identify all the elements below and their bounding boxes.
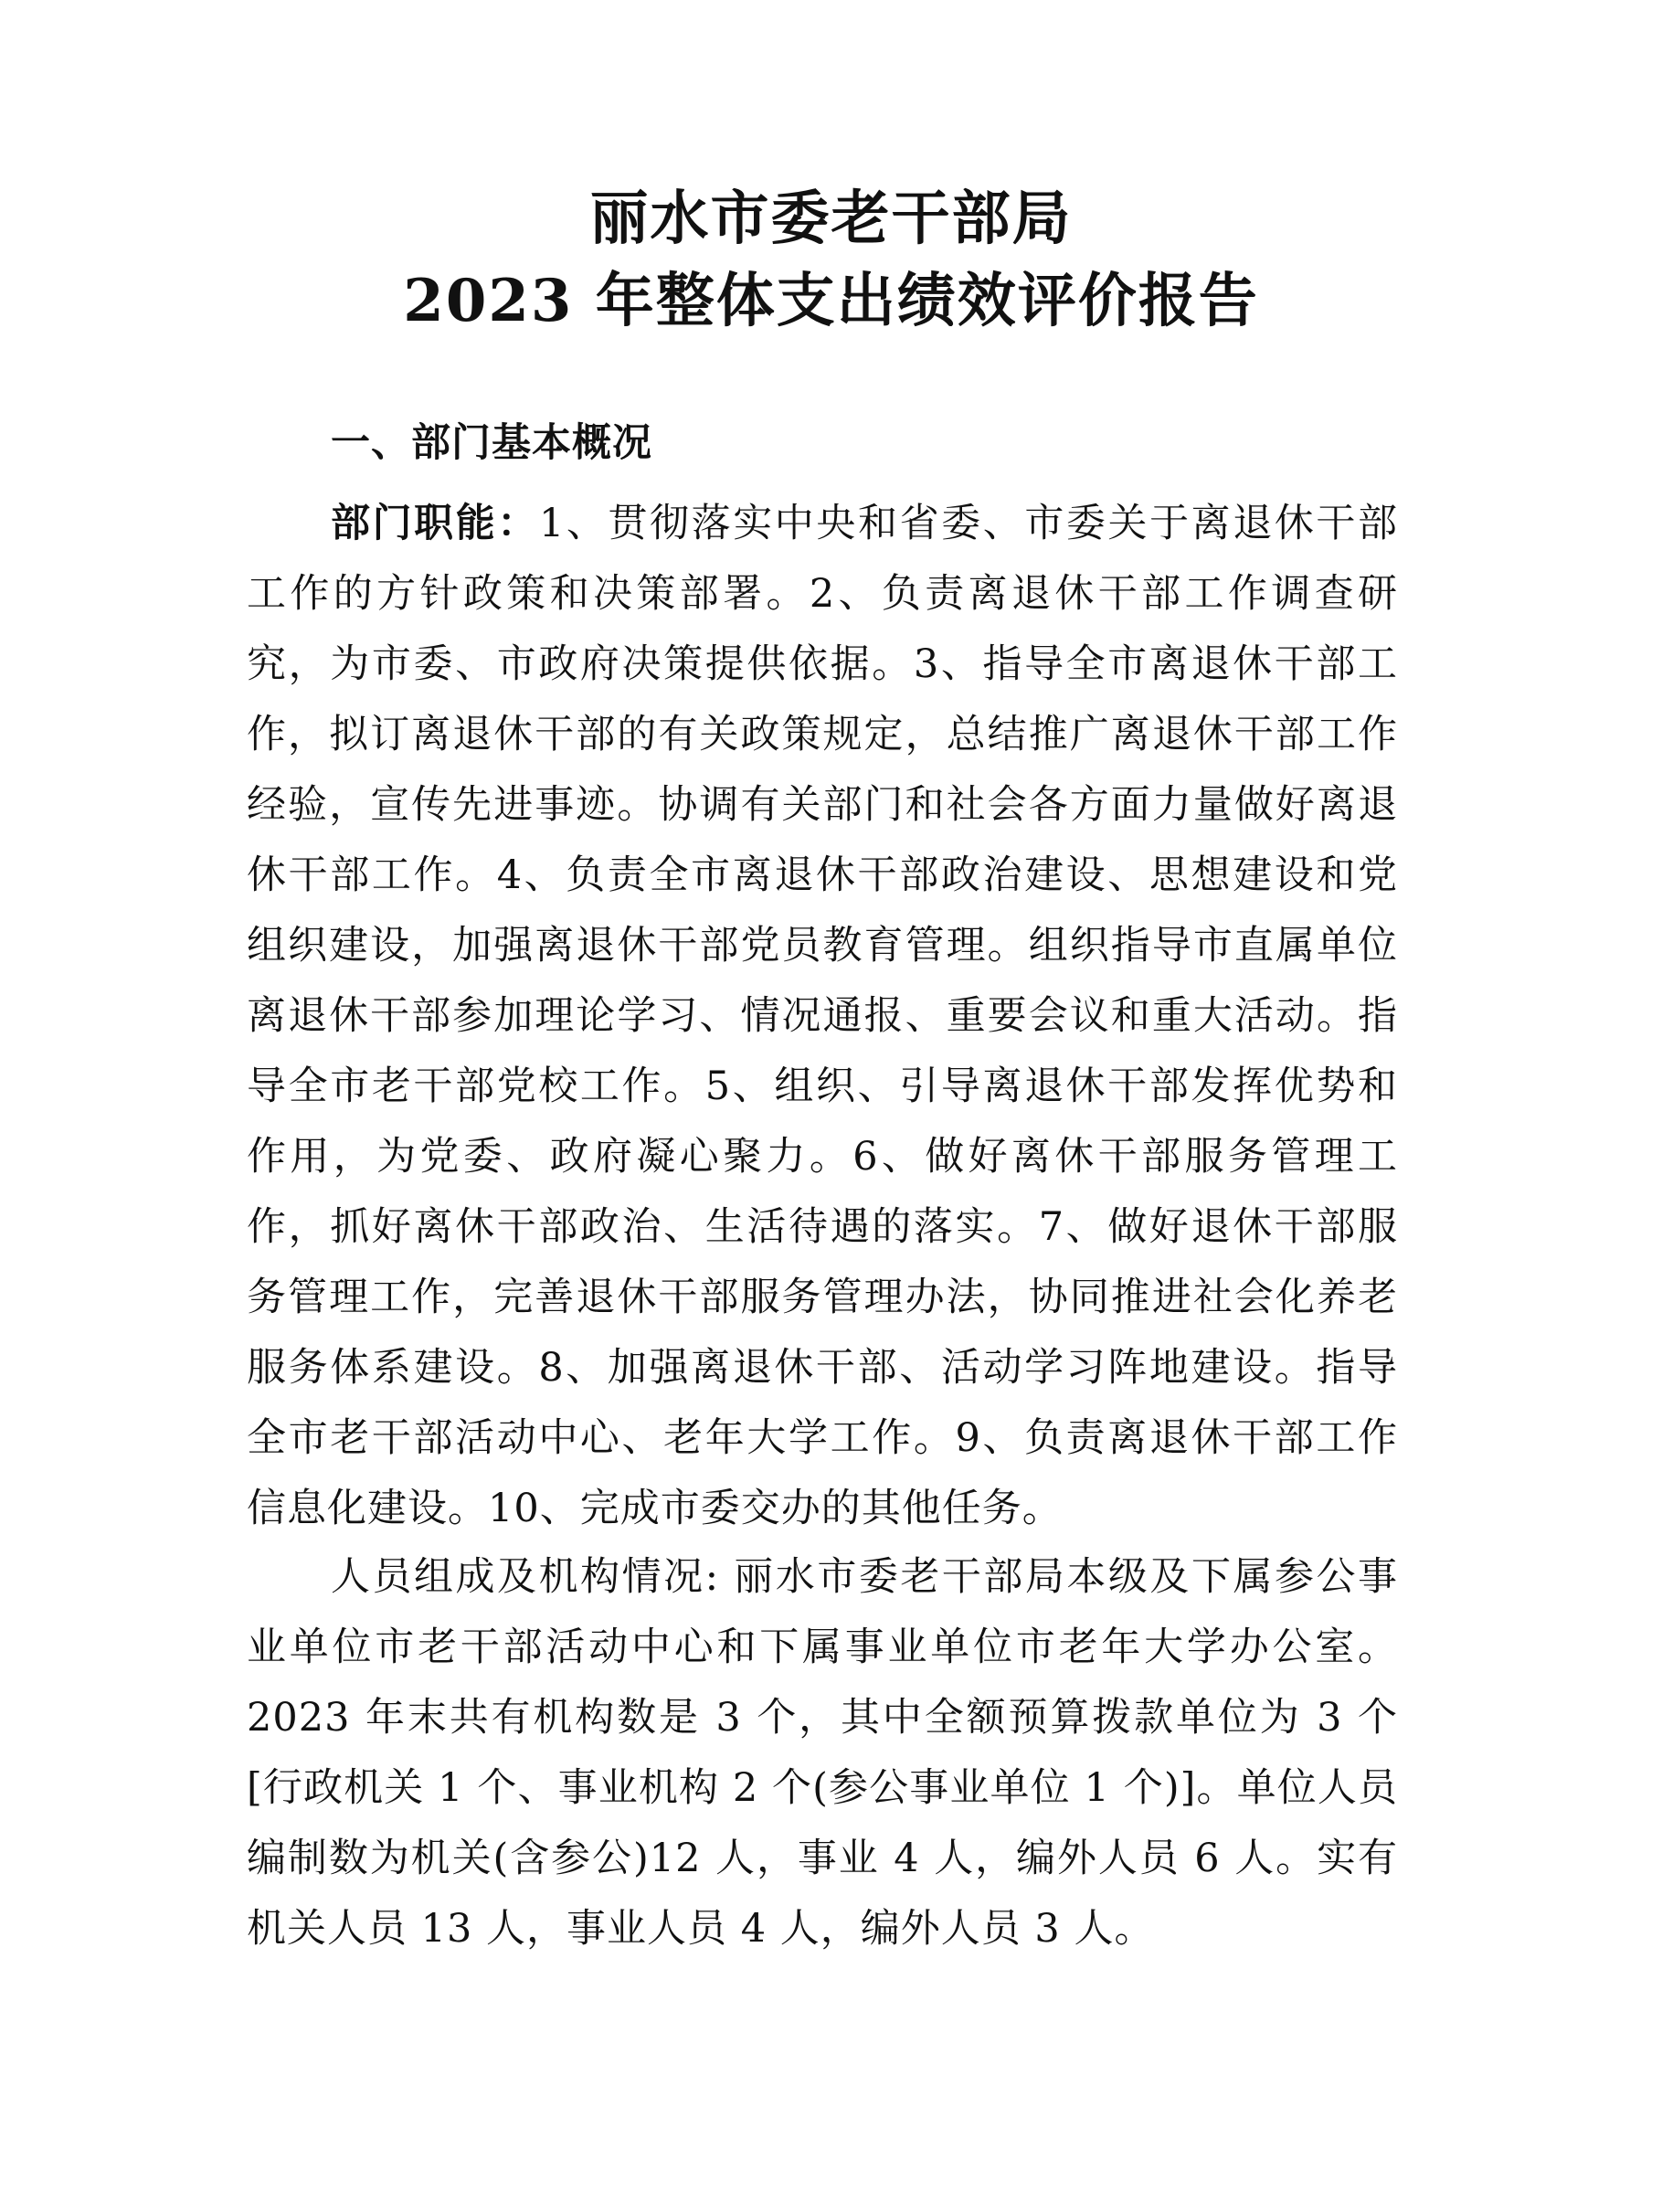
functions-label: 部门职能： [331,501,539,546]
document-title-line1: 丽水市委老干部局 [589,185,1073,253]
personnel-paragraph: 人员组成及机构情况: 丽水市委老干部局本级及下属参公事业单位市老干部活动中心和下属事业单位市老年大学办公室。2023 年末共有机构数是 3 个，其中全额预算拨款单位为 3 个[行政机关 1 个、事业机构 2 个(参公事业单位 1 个)]。单位人员编制数为机关(含参公)12 人，事业 4 人，编外人员 6 人。实有机关人员 13 人，事业人员 4 人，编外人员 3 人。 [247,1554,1398,1952]
section-heading: 一、部门基本概况 [331,420,652,466]
document-title-line2: 2023 年整体支出绩效评价报告 [403,267,1259,335]
functions-text: 1、贯彻落实中央和省委、市委关于离退休干部工作的方针政策和决策部署。2、负责离退休干部工作调查研究，为市委、市政府决策提供依据。3、指导全市离退休干部工作，拟订离退休干部的有关政策规定，总结推广离退休干部工作经验，宣传先进事迹。协调有关部门和社会各方面力量做好离退休干部工作。4、负责全市离退休干部政治建设、思想建设和党组织建设，加强离退休干部党员教育管理。组织指导市直属单位离退休干部参加理论学习、情况通报、重要会议和重大活动。指导全市老干部党校工作。5、组织、引导离退休干部发挥优势和作用，为党委、政府凝心聚力。6、做好离休干部服务管理工作，抓好离休干部政治、生活待遇的落实。7、做好退休干部服务管理工作，完善退休干部服务管理办法，协同推进社会化养老服务体系建设。8、加强离退休干部、活动学习阵地建设。指导全市老干部活动中心、老年大学工作。9、负责离退休干部工作信息化建设。10、完成市委交办的其他任务。 [247,501,1399,1531]
functions-paragraph [247,489,1398,1544]
